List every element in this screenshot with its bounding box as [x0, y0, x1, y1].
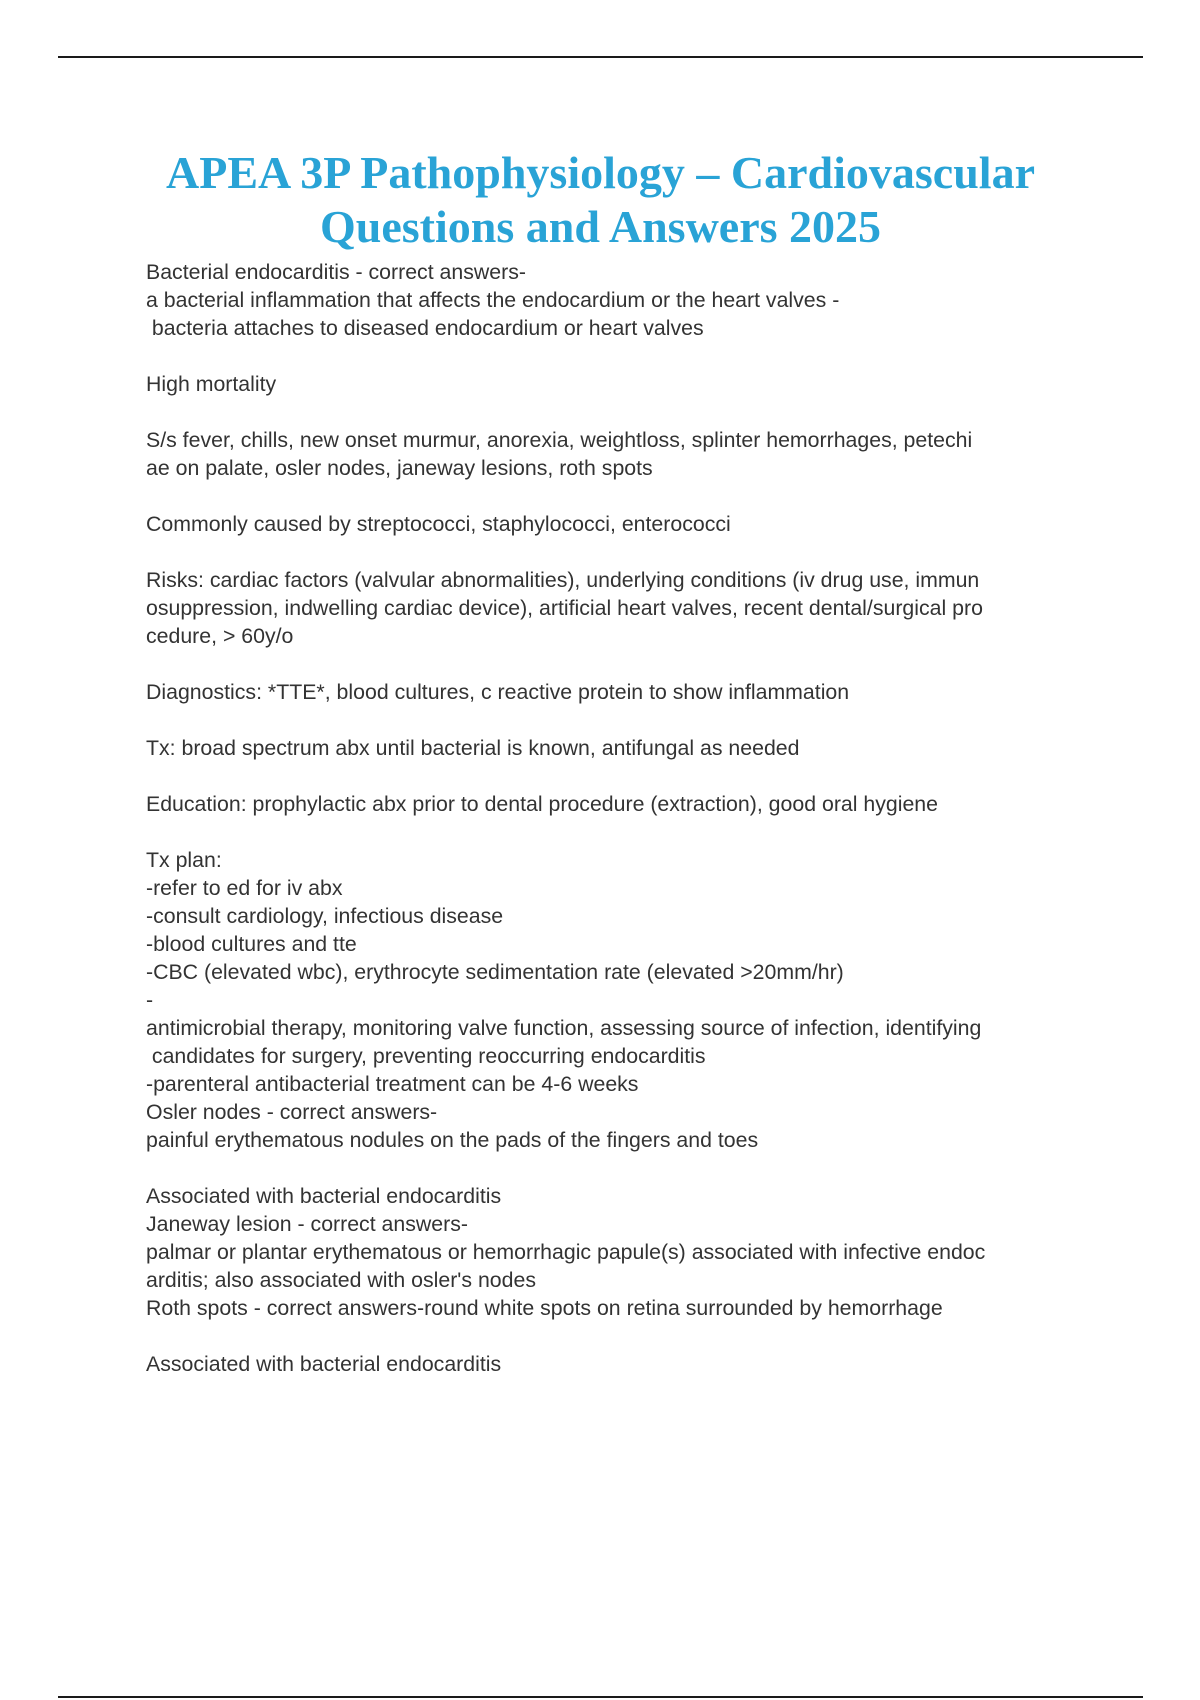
text-line: -blood cultures and tte [146, 932, 357, 956]
blank-line [146, 1322, 1146, 1350]
blank-line [146, 342, 1146, 370]
text-line: cedure, > 60y/o [146, 624, 294, 648]
document-body [146, 258, 1146, 1378]
text-line: painful erythematous nodules on the pads of the fingers and toes [146, 1128, 759, 1152]
title-line-1: APEA 3P Pathophysiology – Cardiovascular [166, 147, 1035, 198]
text-line: Associated with bacterial endocarditis [146, 1184, 502, 1208]
text-line: Janeway lesion - correct answers- [146, 1212, 468, 1236]
text-line: Osler nodes - correct answers- [146, 1100, 438, 1124]
text-line: osuppression, indwelling cardiac device), artificial heart valves, recent dental/surgical pro [146, 596, 983, 620]
text-line: Bacterial endocarditis - correct answers- [146, 260, 526, 284]
blank-line [146, 650, 1146, 678]
text-line: Risks: cardiac factors (valvular abnormalities), underlying conditions (iv drug use, immun [146, 568, 980, 592]
text-line: -consult cardiology, infectious disease [146, 904, 504, 928]
text-line: Education: prophylactic abx prior to dental procedure (extraction), good oral hygiene [146, 792, 938, 816]
text-line: Associated with bacterial endocarditis [146, 1352, 502, 1376]
text-line: -refer to ed for iv abx [146, 876, 343, 900]
blank-line [146, 818, 1146, 846]
blank-line [146, 482, 1146, 510]
text-line: palmar or plantar erythematous or hemorrhagic papule(s) associated with infective endoc [146, 1240, 986, 1264]
text-line: Commonly caused by streptococci, staphylococci, enterococci [146, 512, 731, 536]
text-line: S/s fever, chills, new onset murmur, anorexia, weightloss, splinter hemorrhages, petechi [146, 428, 973, 452]
text-line: arditis; also associated with osler's nodes [146, 1268, 536, 1292]
document-title [58, 146, 1143, 254]
blank-line [146, 706, 1146, 734]
blank-line [146, 398, 1146, 426]
text-line: -CBC (elevated wbc), erythrocyte sedimentation rate (elevated >20mm/hr) [146, 960, 844, 984]
text-line: Tx: broad spectrum abx until bacterial is known, antifungal as needed [146, 736, 800, 760]
text-line: High mortality [146, 372, 277, 396]
blank-line [146, 762, 1146, 790]
blank-line [146, 538, 1146, 566]
text-line: Diagnostics: *TTE*, blood cultures, c reactive protein to show inflammation [146, 680, 850, 704]
text-line: ae on palate, osler nodes, janeway lesions, roth spots [146, 456, 653, 480]
bottom-rule [58, 1696, 1143, 1698]
blank-line [146, 1154, 1146, 1182]
text-line: a bacterial inflammation that affects the endocardium or the heart valves - [146, 288, 840, 312]
top-rule [58, 56, 1143, 58]
text-line: -parenteral antibacterial treatment can be 4-6 weeks [146, 1072, 639, 1096]
title-line-2: Questions and Answers 2025 [319, 201, 882, 252]
text-line: Roth spots - correct answers-round white spots on retina surrounded by hemorrhage [146, 1296, 943, 1320]
text-line: bacteria attaches to diseased endocardium or heart valves [146, 316, 704, 340]
text-line: Tx plan: [146, 848, 222, 872]
text-line: antimicrobial therapy, monitoring valve function, assessing source of infection, identifying [146, 1016, 982, 1040]
text-line: - [146, 988, 154, 1012]
text-line: candidates for surgery, preventing reoccurring endocarditis [146, 1044, 706, 1068]
